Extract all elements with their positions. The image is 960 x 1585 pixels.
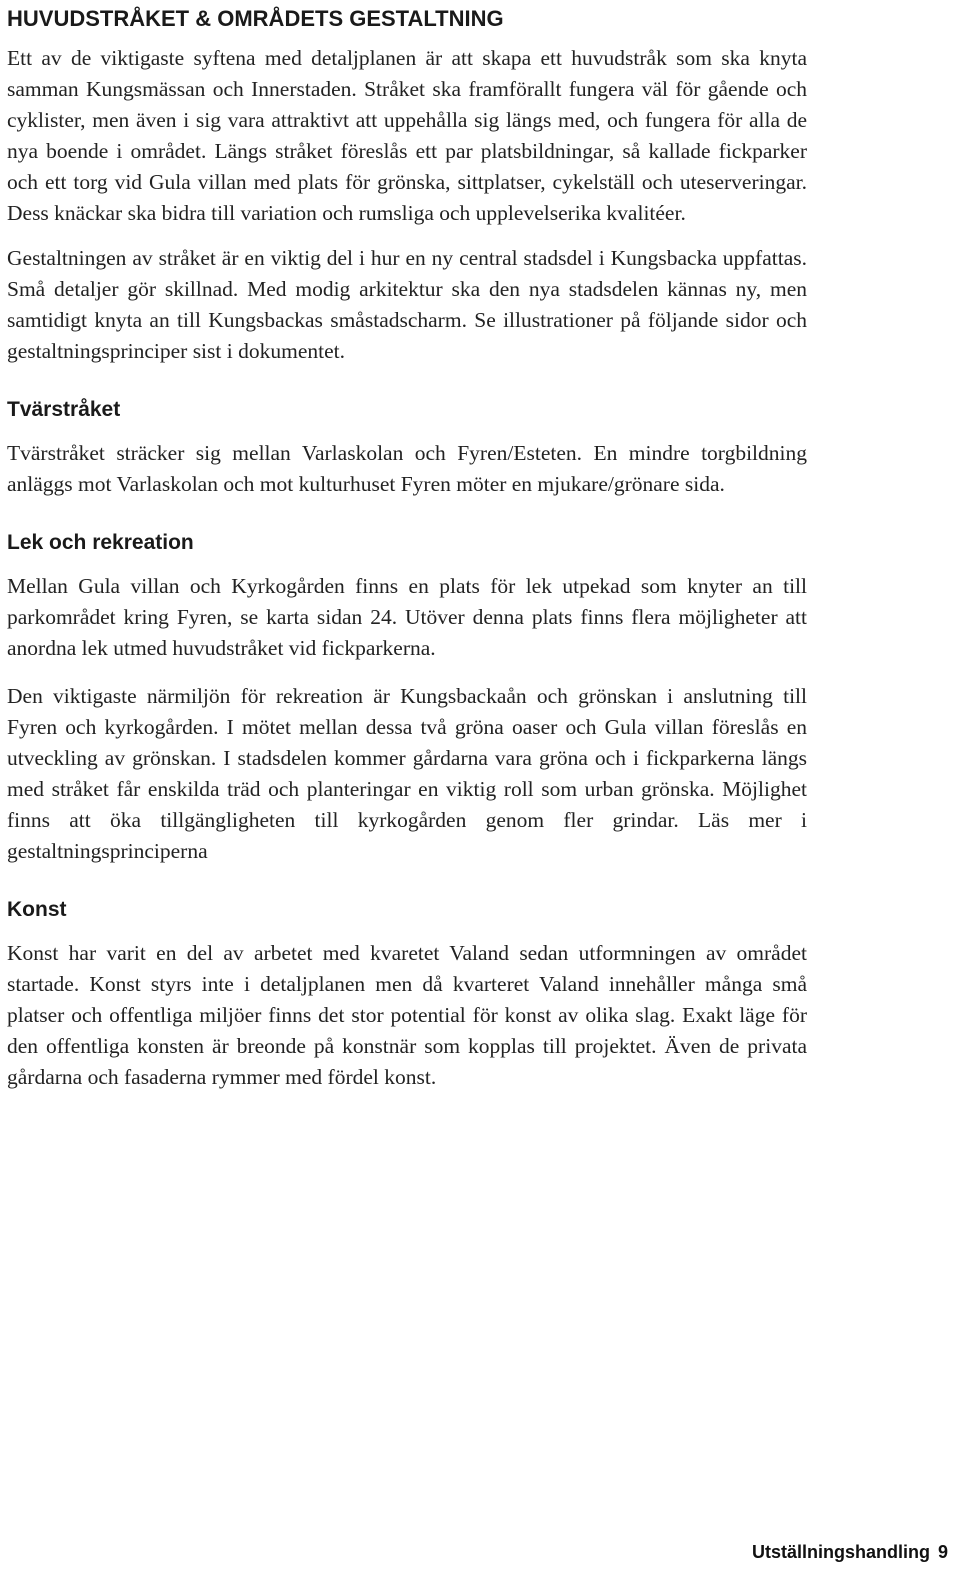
- page-title: HUVUDSTRÅKET & OMRÅDETS GESTALTNING: [7, 6, 504, 31]
- page-footer: [752, 1542, 948, 1563]
- tvarstraket-paragraph: Tvärstråket sträcker sig mellan Varlaskolan och Fyren/Esteten. En mindre torgbildning anläggs mot Varlaskolan och mot kulturhuset Fyren möter en mjukare/grönare sida.: [7, 441, 807, 496]
- page-number: 9: [937, 1542, 948, 1562]
- intro-paragraph-1: Ett av de viktigaste syftena med detaljplanen är att skapa ett huvudstråk som ska knyta samman Kungsmässan och Innerstaden. Stråket ska framförallt fungera väl för gående och cyklister, men även i sig vara attraktivt att uppehålla sig längs med, och fungera för alla de nya boende i området. Längs stråket föreslås ett par platsbildningar, så kallade fickparker och ett torg vid Gula villan med plats för grönska, sittplatser, cykelställ och uteserveringar. Dess knäckar ska bidra till variation och rumsliga och upplevelserika kvalitéer.: [7, 46, 807, 225]
- section-heading-konst: Konst: [7, 898, 67, 921]
- footer-label: Utställningshandling: [751, 1542, 930, 1562]
- lek-paragraph-1: Mellan Gula villan och Kyrkogården finns en plats för lek utpekad som knyter an till parkområdet kring Fyren, se karta sidan 24. Utöver denna plats finns flera möjligheter att anordna lek utmed huvudstråket vid fickparkerna.: [7, 574, 807, 660]
- intro-paragraph-2: Gestaltningen av stråket är en viktig del i hur en ny central stadsdel i Kungsbacka uppfattas. Små detaljer gör skillnad. Med modig arkitektur ska den nya stadsdelen kännas ny, men samtidigt knyta an till Kungsbackas småstadscharm. Se illustrationer på följande sidor och gestaltningsprinciper sist i dokumentet.: [7, 246, 807, 363]
- lek-paragraph-2: Den viktigaste närmiljön för rekreation är Kungsbackaån och grönskan i anslutning till Fyren och kyrkogården. I mötet mellan dessa två gröna oaser och Gula villan föreslås en utveckling av grönskan. I stadsdelen kommer gårdarna vara gröna och i fickparkerna längs med stråket får enskilda träd och planteringar en viktig roll som urban grönska. Möjlighet finns att öka tillgängligheten till kyrkogården genom fler grindar. Läs mer i gestaltningsprinciperna: [7, 684, 807, 863]
- document-page: [7, 0, 807, 1093]
- konst-paragraph: Konst har varit en del av arbetet med kvaretet Valand sedan utformningen av området startade. Konst styrs inte i detaljplanen men då kvarteret Valand innehåller många små platser och offentliga miljöer finns det stor potential för konst av olika slag. Exakt läge för den offentliga konsten är breonde på konstnär som kopplas till projektet. Även de privata gårdarna och fasaderna rymmer med fördel konst.: [7, 941, 807, 1089]
- section-heading-tvarstraket: Tvärstråket: [7, 398, 121, 421]
- section-heading-lek: Lek och rekreation: [7, 531, 194, 554]
